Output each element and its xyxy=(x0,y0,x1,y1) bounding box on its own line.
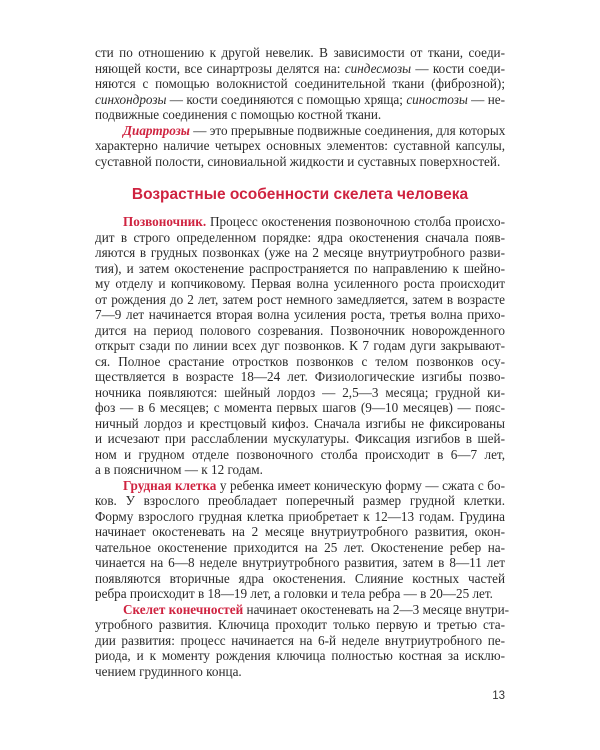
text-line xyxy=(95,214,505,230)
text-run: а в поясничном — к 12 годам. xyxy=(95,462,263,477)
paragraph xyxy=(95,45,505,123)
text-run: начинает окостеневать на 2 месяце внутриутробного развития, окон- xyxy=(95,524,505,539)
text-run: чинается на 6—8 неделе внутриутробного развития, затем в 8—11 лет xyxy=(95,555,505,570)
text-run: няющей кости, все синартрозы делятся на: xyxy=(95,60,345,76)
term-highlight: Диартрозы xyxy=(123,122,190,138)
term-italic: синостозы xyxy=(406,91,468,107)
text-line xyxy=(95,107,505,123)
section-paragraphs xyxy=(95,214,510,679)
paragraph xyxy=(95,478,505,602)
text-run: подвижные соединения с помощью костной ткани. xyxy=(95,107,382,122)
text-run: от рождения до 2 лет, затем рост немного замедляется, затем в возрасте xyxy=(95,291,505,307)
paragraph xyxy=(95,214,505,478)
text-line xyxy=(95,431,505,447)
text-run: — не- xyxy=(467,91,505,107)
term-italic: синхондрозы xyxy=(95,91,167,107)
term-highlight: Грудная клетка xyxy=(123,477,217,493)
text-run: дит в строго определенном порядке: ядра окостенения сначала появ- xyxy=(95,229,505,245)
text-line xyxy=(95,92,505,108)
text-run: няются с помощью волокнистой соединительной ткани (фиброзной); xyxy=(95,76,505,91)
text-line xyxy=(95,462,505,478)
text-run: сти по отношению к другой невелик. В зависимости от ткани, соеди- xyxy=(95,45,505,60)
intro-paragraphs xyxy=(95,45,505,169)
text-run: ном и грудном отделе позвоночного столба происходит в 6—7 лет, xyxy=(95,446,505,462)
text-run: му отделу и копчиковому. Первая волна усиленного роста происходит xyxy=(95,276,505,291)
text-line xyxy=(95,586,505,602)
text-run: открыт сзади по линии всех дуг позвонков. К 7 годам дуги закрывают- xyxy=(95,338,505,353)
text-run: — кости соединяются с помощью хряща; xyxy=(166,91,407,107)
body-text xyxy=(95,45,510,679)
text-line xyxy=(95,648,505,664)
text-line xyxy=(95,601,510,618)
text-line xyxy=(95,664,505,680)
text-run: ничный лордоз и крестцовый кифоз. Сначала изгибы не фиксированы xyxy=(95,415,505,431)
text-line xyxy=(95,138,505,154)
text-run: фоз — в 6 месяцев; с момента первых шагов (9—10 месяцев) — пояс- xyxy=(95,400,505,415)
section-heading: Возрастные особенности скелета человека xyxy=(131,186,469,203)
text-run: Процесс окостенения позвоночною столба происхо- xyxy=(206,214,505,229)
text-line xyxy=(95,338,505,354)
text-run: ществляется в возрасте 18—24 лет. Физиологические изгибы позво- xyxy=(95,369,505,384)
text-line xyxy=(95,245,505,261)
text-line xyxy=(95,323,505,339)
text-run: появляются вторичные ядра окостенения. Слияние костных частей xyxy=(95,570,505,586)
text-line xyxy=(95,45,505,61)
page-number: 13 xyxy=(492,690,505,702)
text-line xyxy=(95,76,505,92)
text-run: дится на период полового созревания. Позвоночник новорожденного xyxy=(95,322,505,338)
text-run: и исчезают при расслаблении мускулатуры. Фиксация изгибов в шей- xyxy=(95,431,505,446)
text-line xyxy=(95,276,505,292)
text-run: суставной полости, синовиальной жидкости и суставных поверхностей. xyxy=(95,153,501,169)
text-line xyxy=(95,123,505,139)
text-line xyxy=(95,261,505,277)
text-run: у ребенка имеет коническую форму — сжата с бо- xyxy=(216,477,505,493)
text-line xyxy=(95,154,505,170)
text-line xyxy=(95,524,505,540)
text-run: ребра происходит в 18—19 лет, а головки и тела ребра — в 20—25 лет. xyxy=(95,586,493,601)
text-run: Форму взрослого грудная клетка приобретает к 12—13 годам. Грудина xyxy=(95,508,505,524)
text-run: 7—9 лет начинается вторая волна усиления роста, третья волна прихо- xyxy=(95,307,505,322)
term-highlight: Скелет конечностей xyxy=(123,601,244,617)
term-highlight: Позвоночник. xyxy=(123,214,207,229)
text-line xyxy=(95,385,505,401)
paragraph xyxy=(95,123,505,170)
text-run: характерно наличие четырех основных элементов: суставной капсулы, xyxy=(95,138,505,153)
text-run: тия), и затем окостенение распространяется по направлению к шейно- xyxy=(95,260,505,276)
text-line xyxy=(95,369,505,385)
text-line xyxy=(95,633,505,649)
text-line xyxy=(95,571,505,587)
text-line xyxy=(95,230,505,246)
text-line xyxy=(95,493,505,509)
text-line xyxy=(95,292,505,308)
text-run: дии развития: процесс начинается на 6-й неделе внутриутробного пе- xyxy=(95,632,505,648)
text-run: начинает окостеневать на 2—3 месяце внутри- xyxy=(243,601,510,617)
text-line xyxy=(95,400,505,416)
text-line xyxy=(95,555,505,571)
text-run: ков. У взрослого преобладает поперечный размер грудной клетки. xyxy=(95,493,505,508)
text-line xyxy=(95,540,505,556)
text-line xyxy=(95,509,505,525)
term-italic: синдесмозы xyxy=(344,60,412,76)
text-line xyxy=(95,307,505,323)
text-line xyxy=(95,61,505,77)
paragraph xyxy=(95,601,510,680)
text-line xyxy=(95,354,505,370)
text-run: утробного развития. Ключица проходит только первую и третью ста- xyxy=(95,617,505,632)
text-line xyxy=(95,617,505,633)
text-line xyxy=(95,478,505,494)
text-run: — кости соеди- xyxy=(411,60,505,76)
text-run: чением грудинного конца. xyxy=(95,663,242,679)
text-run: чательное окостенение приходится на 25 лет. Окостенение ребер на- xyxy=(95,539,505,555)
text-line xyxy=(95,447,505,463)
text-run: риода, и к моменту рождения ключица полностью костная за исклю- xyxy=(95,648,505,663)
text-run: — это прерывные подвижные соединения, для которых xyxy=(189,122,506,138)
text-run: ночника появляются: шейный лордоз — 2,5—3 месяца; грудной ки- xyxy=(95,384,505,400)
text-line xyxy=(95,416,505,432)
text-run: ся. Полное срастание отростков позвонков с телом позвонков осу- xyxy=(95,353,505,369)
text-run: ляются в грудных позвонках (уже на 2 месяце внутриутробного разви- xyxy=(95,245,505,260)
